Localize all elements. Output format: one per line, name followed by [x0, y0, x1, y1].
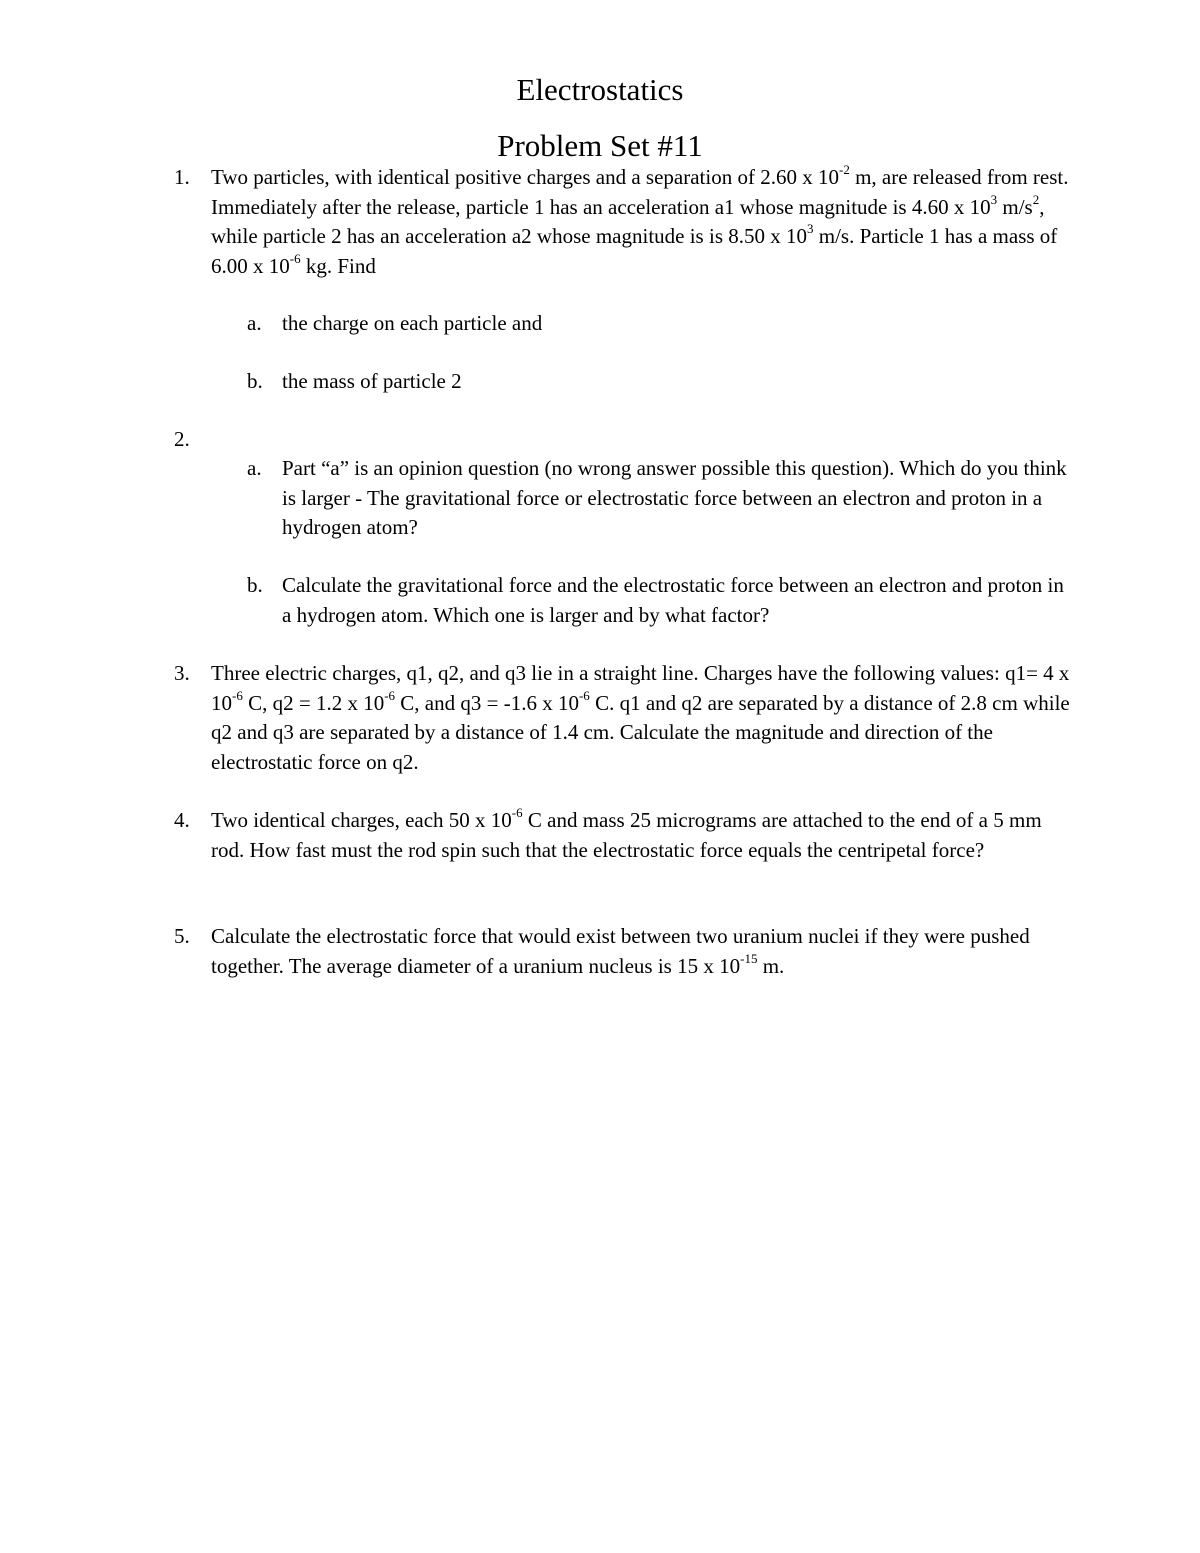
problem-set-heading: Problem Set #11: [497, 128, 703, 163]
problem-5-number: 5.: [174, 924, 190, 948]
document-title: Electrostatics: [516, 72, 684, 107]
problem-3-text: Three electric charges, q1, q2, and q3 lie in a straight line. Charges have the following values: q1= 4 x $10^{-6}$ C, q2 = 1.2 x $10^{-6}$ C, and q3 = -1.6 x $10^{-6}$ C. q1 and q2 are separated by a distance of 2.8 cm while q2 and q3 are separated by a distance of 1.4 cm. Calculate the magnitude and direction of the electrostatic force on q2.: [211, 661, 1070, 774]
problem-2b-letter: b.: [247, 573, 263, 597]
problem-4-text: Two identical charges, each 50 x $10^{-6}$ C and mass 25 micrograms are attached to the end of a 5 mm rod. How fast must the rod spin such that the electrostatic force equals the centripetal force?: [211, 805, 1042, 862]
problem-1b-text: the mass of particle 2: [282, 369, 462, 393]
problem-1-number: 1.: [174, 165, 190, 189]
problem-5-text: Calculate the electrostatic force that would exist between two uranium nuclei if they were pushed together. The average diameter of a uranium nucleus is 15 x $10^{-15}$ m.: [211, 924, 1030, 978]
problem-2b-text: Calculate the gravitational force and the electrostatic force between an electron and proton in a hydrogen atom. Which one is larger and by what factor?: [282, 573, 1064, 627]
problem-1b-letter: b.: [247, 369, 263, 393]
problem-1-text: Two particles, with identical positive charges and a separation of 2.60 x $10^{-2}$ m, are released from rest. Immediately after the release, particle 1 has an acceleration a1 whose magnitude is 4.60 x $10^3$ $m/s^2$, while particle 2 has an acceleration a2 whose magnitude is is 8.50 x $10^3$ m/s. Particle 1 has a mass of 6.00 x $10^{-6}$ kg. Find: [211, 162, 1069, 278]
problem-1a-letter: a.: [247, 311, 262, 335]
problem-2a-letter: a.: [247, 456, 262, 480]
problem-1a-text: the charge on each particle and: [282, 311, 543, 335]
problem-2-number: 2.: [174, 427, 190, 451]
problem-4-number: 4.: [174, 808, 190, 832]
problem-2a-text: Part “a” is an opinion question (no wrong answer possible this question). Which do you think is larger - The gravitational force or electrostatic force between an electron and proton in a hydrogen atom?: [282, 456, 1067, 539]
problem-3-number: 3.: [174, 661, 190, 685]
